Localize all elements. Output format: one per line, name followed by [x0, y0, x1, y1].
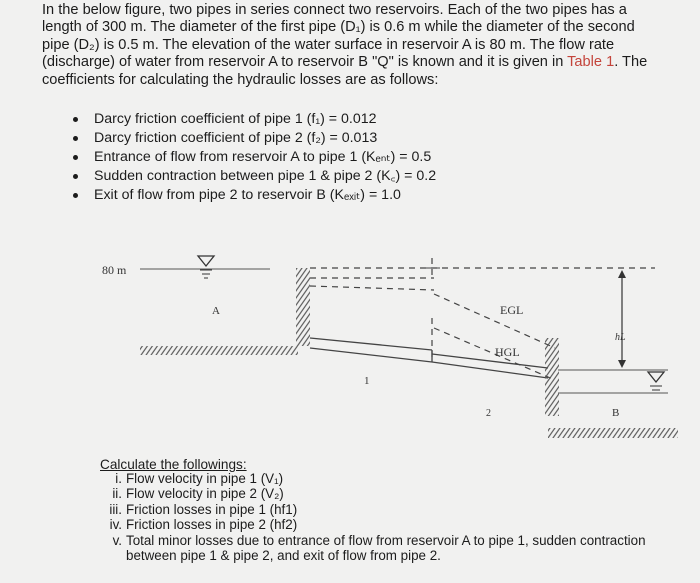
hgl-label: HGL [495, 345, 520, 359]
reservoir-a-label: A [212, 305, 220, 317]
task-item [110, 533, 670, 564]
reservoir-pipe-diagram [0, 248, 700, 453]
reservoir-b-wall [545, 338, 559, 416]
task-item [110, 502, 670, 517]
coefficient-item: Darcy friction coefficient of pipe 2 (f₂) = 0.013 [70, 129, 436, 148]
coefficient-item: Sudden contraction between pipe 1 & pipe 2 (K꜀) = 0.2 [70, 167, 436, 186]
water-surface-symbol-b [648, 372, 664, 390]
task-text: Flow velocity in pipe 1 (V₁) [126, 471, 284, 486]
task-number: i. [115, 471, 122, 486]
reservoir-a-wall [296, 268, 310, 346]
task-text: Flow velocity in pipe 2 (V₂) [126, 486, 284, 502]
pipe-2 [432, 350, 548, 378]
calculate-heading: Calculate the followings: [100, 457, 247, 472]
task-number: v. [112, 532, 122, 548]
coefficient-list [70, 110, 436, 205]
elevation-label: 80 m [102, 263, 127, 277]
task-number: iv. [109, 517, 122, 533]
head-loss-arrow [618, 270, 626, 368]
reservoir-b-label: B [612, 407, 620, 419]
water-surface-symbol-a [198, 256, 214, 278]
task-text: Total minor losses due to entrance of flow from reservoir A to pipe 1, sudden contraction between pipe 1 & pipe 2, and exit of flow from pipe 2. [126, 532, 646, 564]
head-loss-label: hL [615, 332, 626, 343]
problem-statement [42, 2, 657, 89]
pipe-1-label: 1 [364, 375, 370, 387]
reservoir-a-bed [140, 346, 298, 355]
intro-text-end: . The coefficients for calculating the hydraulic losses are as follows: [42, 54, 648, 88]
task-item [110, 471, 670, 486]
task-text: Friction losses in pipe 2 (hf2) [126, 517, 298, 533]
pipe-1 [310, 338, 432, 362]
task-item [110, 517, 670, 532]
egl-label: EGL [500, 303, 524, 317]
intro-text: In the below figure, two pipes in series connect two reservoirs. Each of the two pipes has a length of 300 m. The diameter of the first pipe (D₁) is 0.6 m while the diameter of the second pipe (D₂) is 0.5 m. The elevation of the water surface in reservoir A is 80 m. The flow rate (discharge) of water from reservoir A to reservoir B "Q" is known and it is given in [42, 2, 635, 71]
energy-grade-lines [310, 258, 655, 380]
coefficient-item: Entrance of flow from reservoir A to pipe 1 (Kₑₙₜ) = 0.5 [70, 148, 436, 167]
coefficient-item: Exit of flow from pipe 2 to reservoir B (Kₑₓᵢₜ) = 1.0 [70, 186, 436, 205]
pipe-2-label: 2 [486, 408, 491, 419]
task-text: Friction losses in pipe 1 (hf1) [126, 501, 298, 517]
task-number: iii. [109, 501, 122, 517]
task-number: ii. [112, 486, 122, 502]
task-list [110, 471, 670, 563]
reservoir-b-bed [548, 428, 678, 438]
task-item [110, 486, 670, 501]
coefficient-item: Darcy friction coefficient of pipe 1 (f₁) = 0.012 [70, 110, 436, 129]
table-1-link[interactable]: Table 1 [567, 54, 615, 71]
